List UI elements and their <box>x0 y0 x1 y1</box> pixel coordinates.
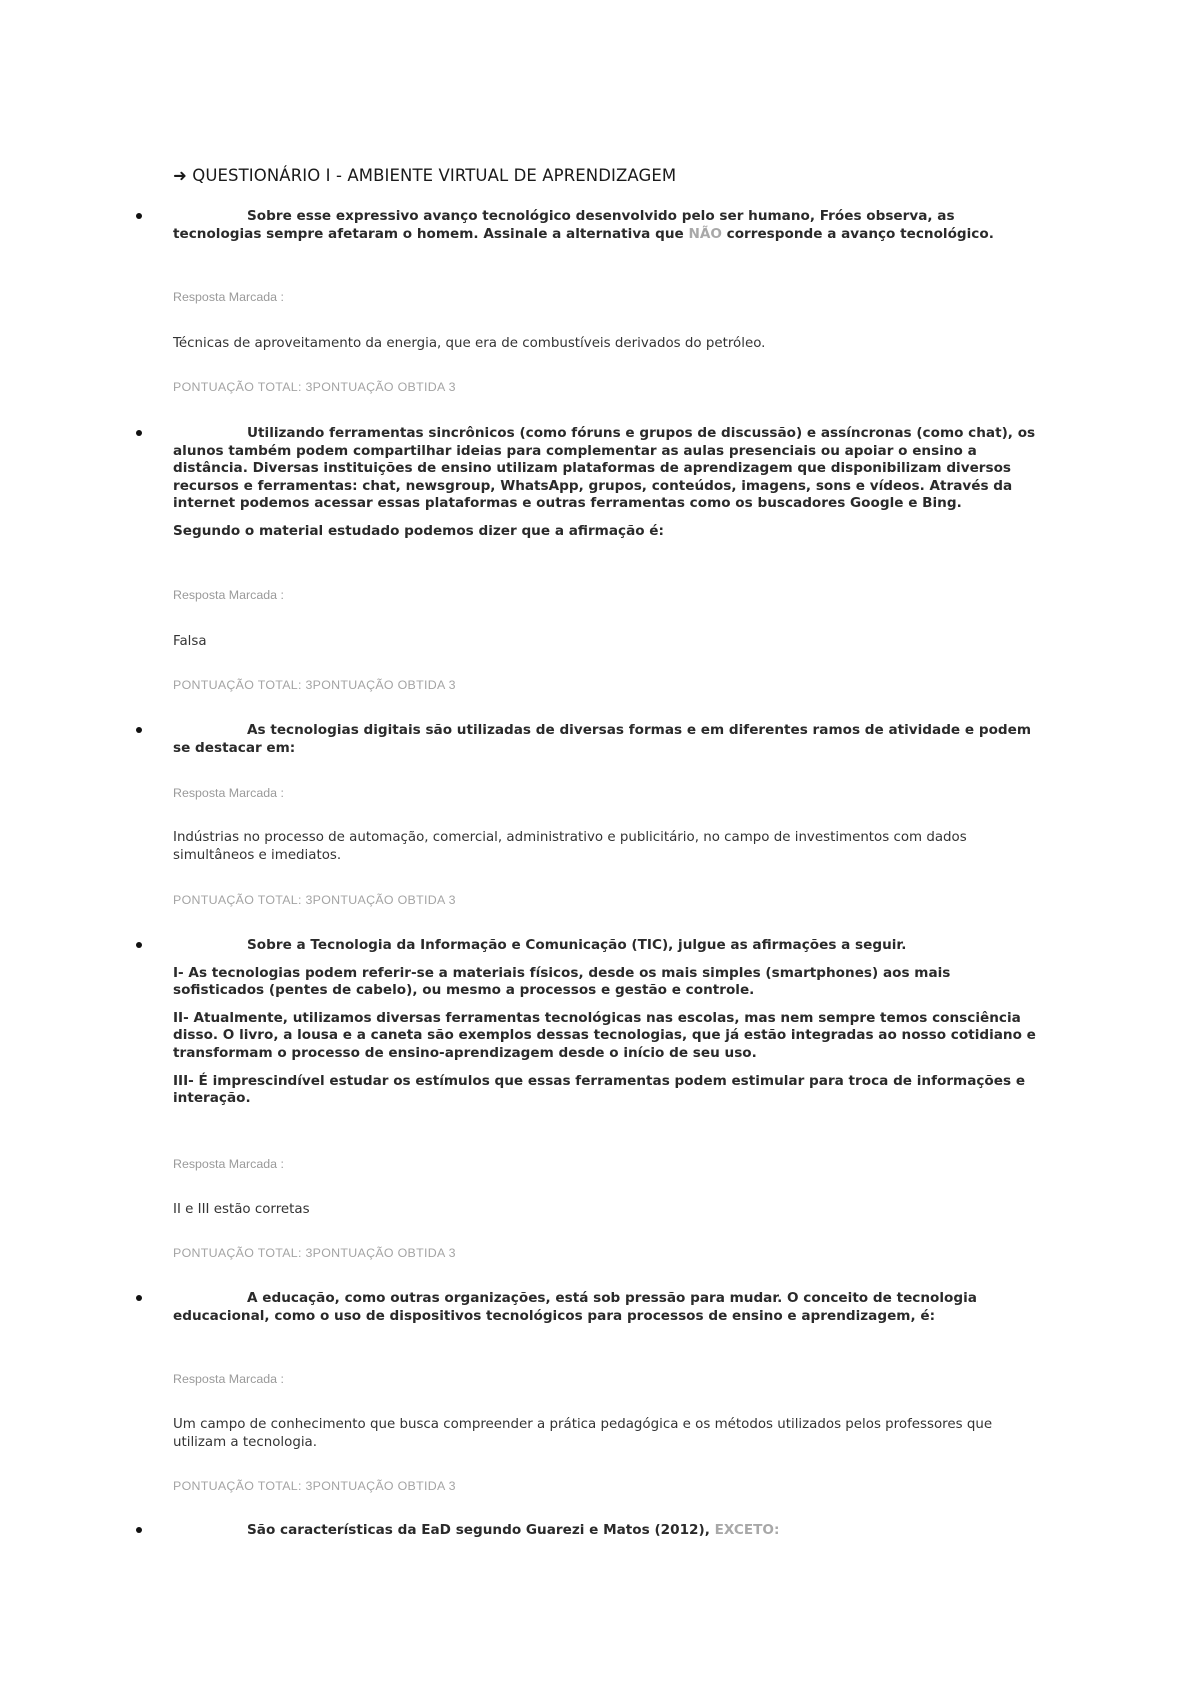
emphasis-exceto: EXCETO: <box>714 1522 780 1538</box>
question-3 <box>173 722 1043 757</box>
question-1-answer: Técnicas de aproveitamento da energia, que era de combustíveis derivados do petróleo. <box>173 336 766 351</box>
question-4-answer: II e III estão corretas <box>173 1202 310 1217</box>
bullet-icon <box>136 942 142 948</box>
bullet-icon <box>136 1527 142 1533</box>
question-1-score: PONTUAÇÃO TOTAL: 3PONTUAÇÃO OBTIDA 3 <box>173 380 456 394</box>
question-2-answer: Falsa <box>173 634 207 649</box>
question-2-score: PONTUAÇÃO TOTAL: 3PONTUAÇÃO OBTIDA 3 <box>173 678 456 692</box>
question-3-answer-label: Resposta Marcada : <box>173 786 284 800</box>
question-4-answer-label: Resposta Marcada : <box>173 1157 284 1171</box>
question-4-score: PONTUAÇÃO TOTAL: 3PONTUAÇÃO OBTIDA 3 <box>173 1246 456 1260</box>
question-4-item-3: III- É imprescindível estudar os estímulos que essas ferramentas podem estimular para troca de informações e interação. <box>173 1072 1026 1107</box>
question-1-stem: Sobre esse expressivo avanço tecnológico desenvolvido pelo ser humano, Fróes observa, as tecnologias sempre afetaram o homem. Assinale a alternativa que NÃO corresponde a avanço tecnológico. <box>173 208 994 242</box>
question-4-item-2: II- Atualmente, utilizamos diversas ferramentas tecnológicas nas escolas, mas nem sempre temos consciência disso. O livro, a lousa e a caneta são exemplos dessas tecnologias, que já estão integradas ao nosso cotidiano e transformam o processo de ensino-aprendizagem desde o início de seu uso. <box>173 1009 1036 1061</box>
question-2-answer-label: Resposta Marcada : <box>173 588 284 602</box>
page-title: ➜ QUESTIONÁRIO I - AMBIENTE VIRTUAL DE APRENDIZAGEM <box>173 166 677 185</box>
question-5-stem: A educação, como outras organizações, está sob pressão para mudar. O conceito de tecnologia educacional, como o uso de dispositivos tecnológicos para processos de ensino e aprendizagem, é: <box>173 1290 977 1324</box>
question-5-score: PONTUAÇÃO TOTAL: 3PONTUAÇÃO OBTIDA 3 <box>173 1479 456 1493</box>
question-2 <box>173 425 1043 541</box>
question-6 <box>173 1522 1043 1540</box>
bullet-icon <box>136 1295 142 1301</box>
question-3-answer: Indústrias no processo de automação, comercial, administrativo e publicitário, no campo de investimentos com dados simultâneos e imediatos. <box>173 830 967 863</box>
bullet-icon <box>136 213 142 219</box>
bullet-icon <box>136 430 142 436</box>
question-4 <box>173 937 1043 1108</box>
question-3-stem: As tecnologias digitais são utilizadas de diversas formas e em diferentes ramos de atividade e podem se destacar em: <box>173 722 1032 756</box>
question-2-stem: Utilizando ferramentas sincrônicos (como fóruns e grupos de discussão) e assíncronas (como chat), os alunos também podem compartilhar ideias para complementar as aulas presenciais ou apoiar o ensino a distância. Diversas instituições de ensino utilizam plataformas de aprendizagem que disponibilizam diversos recursos e ferramentas: chat, newsgroup, WhatsApp, grupos, conteúdos, imagens, sons e vídeos. Através da internet podemos acessar essas plataformas e outras ferramentas como os buscadores Google e Bing. <box>173 425 1036 512</box>
question-4-item-1: I- As tecnologias podem referir-se a materiais físicos, desde os mais simples (smartphones) aos mais sofisticados (pentes de cabelo), ou mesmo a processos e gestão e controle. <box>173 964 951 999</box>
question-4-stem: Sobre a Tecnologia da Informação e Comunicação (TIC), julgue as afirmações a seguir. <box>247 937 907 953</box>
question-2-prompt: Segundo o material estudado podemos dizer que a afirmação é: <box>173 522 664 539</box>
emphasis-nao: NÃO <box>688 225 722 242</box>
bullet-icon <box>136 727 142 733</box>
question-5 <box>173 1290 1043 1325</box>
question-5-answer-label: Resposta Marcada : <box>173 1372 284 1386</box>
question-1-answer-label: Resposta Marcada : <box>173 290 284 304</box>
question-6-stem: São características da EaD segundo Guarezi e Matos (2012), EXCETO: <box>247 1522 780 1538</box>
question-1 <box>173 208 1043 243</box>
question-5-answer: Um campo de conhecimento que busca compreender a prática pedagógica e os métodos utilizados pelos professores que utilizam a tecnologia. <box>173 1417 993 1450</box>
question-3-score: PONTUAÇÃO TOTAL: 3PONTUAÇÃO OBTIDA 3 <box>173 893 456 907</box>
